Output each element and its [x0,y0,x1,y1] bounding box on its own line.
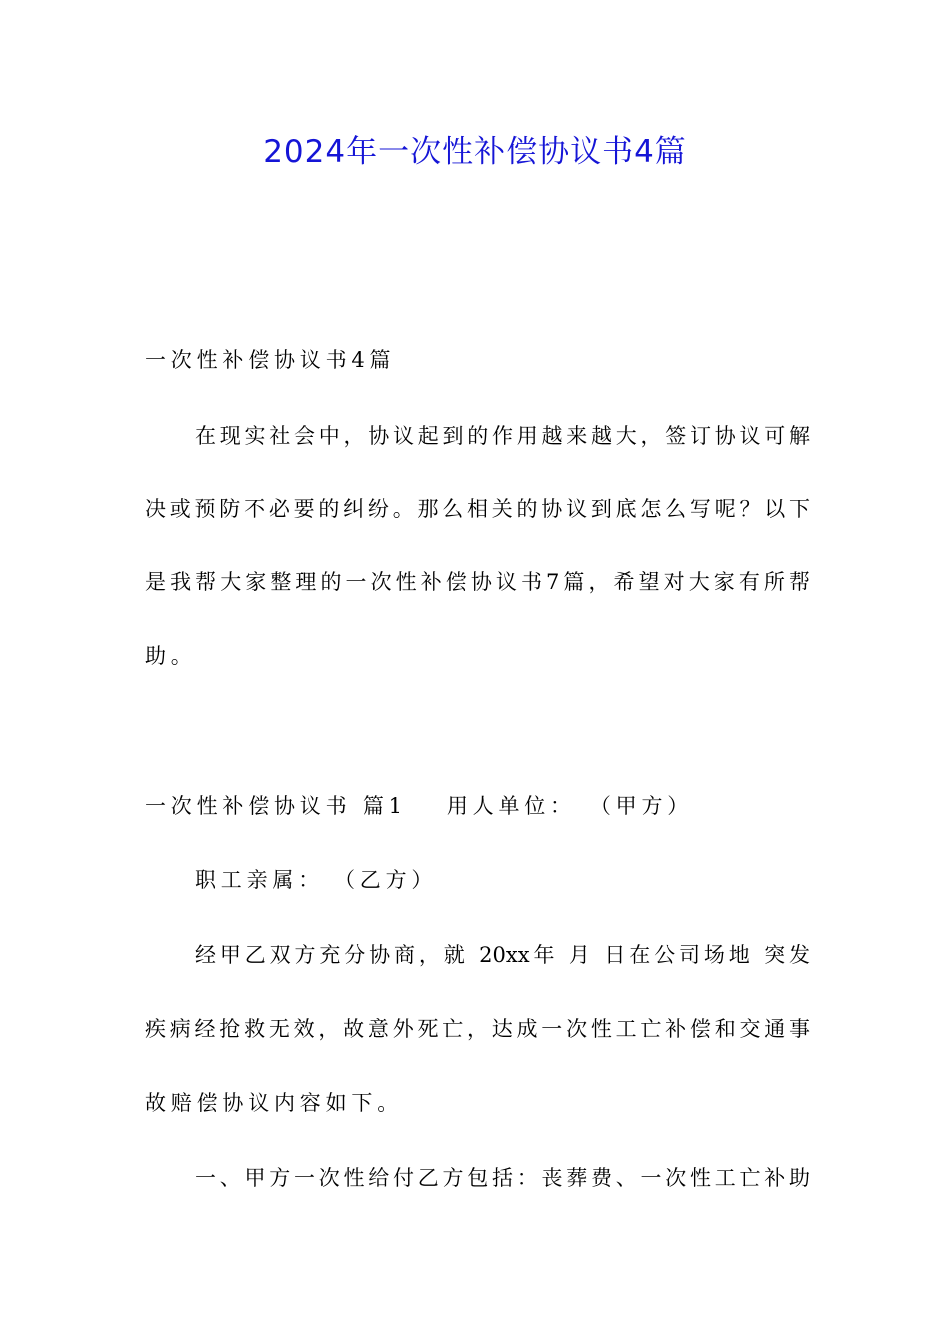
article1-heading: 一次性补偿协议书 篇1 [145,794,407,818]
relative-label: 职工亲属： [195,868,324,892]
relative-row [195,865,810,895]
intro-line-1: 在现实社会中，协议起到的作用越来越大，签订协议可解 [195,424,810,448]
document-subtitle: 一次性补偿协议书4篇 [145,348,396,372]
document-title: 2024年一次性补偿协议书4篇 [263,134,687,170]
employer-label: 用人单位： [446,794,576,818]
intro-line-4: 助。 [145,644,197,668]
intro-line-3: 是我帮大家整理的一次性补偿协议书7篇，希望对大家有所帮 [145,570,810,594]
relative-party: （乙方） [334,868,438,892]
employer-party: （甲方） [589,794,694,818]
article1-body-line-2: 疾病经抢救无效，故意外死亡，达成一次性工亡补偿和交通事 [145,1017,810,1041]
article1-heading-row [145,791,810,821]
article1-body-line-3: 故赔偿协议内容如下。 [145,1091,403,1115]
clause1-line: 一、甲方一次性给付乙方包括：丧葬费、一次性工亡补助 [195,1166,810,1190]
article1-body-line-1: 经甲乙双方充分协商，就 20xx年 月 日在公司场地 突发 [195,943,810,967]
intro-line-2: 决或预防不必要的纠纷。那么相关的协议到底怎么写呢？以下 [145,497,810,521]
